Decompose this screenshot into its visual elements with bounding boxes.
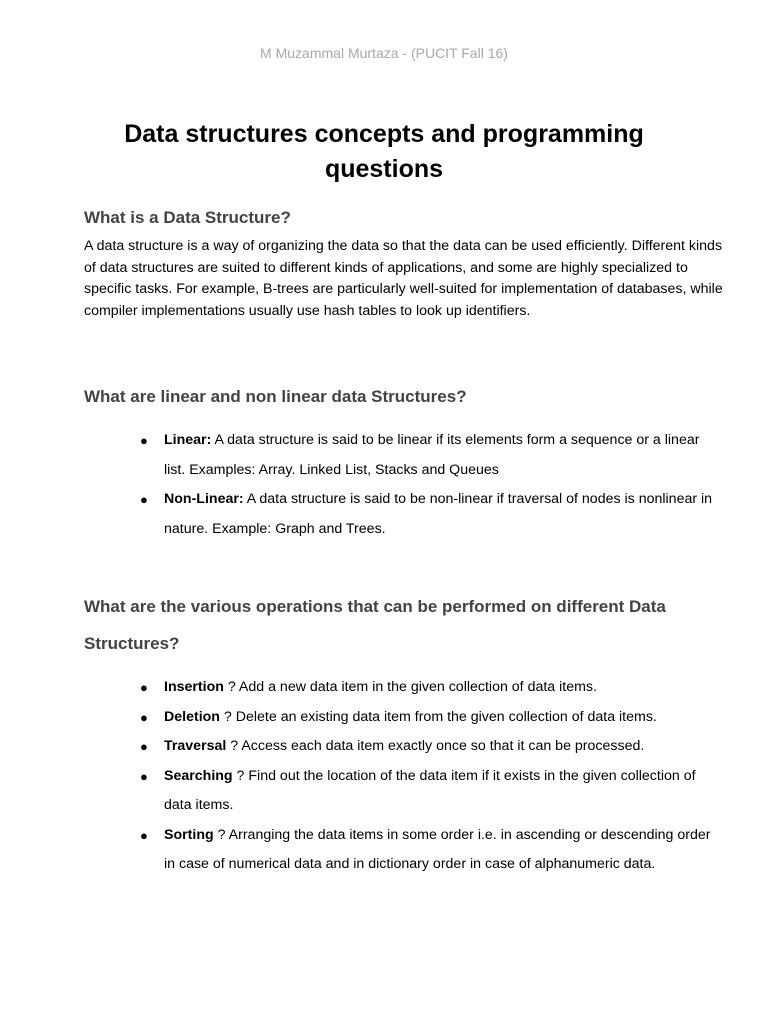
list-item-term: Sorting xyxy=(164,826,214,843)
list-item-term: Traversal xyxy=(164,738,227,754)
list-item-text: ? Delete an existing data item from the given collection of data items. xyxy=(219,708,657,725)
list-item-text: ? Access each data item exactly once so that it can be processed. xyxy=(226,738,645,754)
list-item-text: A data structure is said to be linear if its elements form a sequence or a linear list. Examples: Array. Linked List, Stacks and Queues xyxy=(164,432,700,478)
list-item xyxy=(0,703,718,733)
linear-nonlinear-list xyxy=(0,426,718,544)
bullet-icon: ● xyxy=(140,739,148,754)
bullet-icon: ● xyxy=(140,492,148,507)
list-item-term: Searching xyxy=(164,767,233,784)
bullet-icon: ● xyxy=(140,827,148,843)
section-heading-operations: What are the various operations that can be performed on different Data Structures? xyxy=(84,597,666,653)
list-item xyxy=(0,821,718,880)
section-paragraph-data-structure: A data structure is a way of organizing the data so that the data can be used efficiently. Different kinds of data structures are suited to different kinds of applications, and some are highly specialized to specific tasks. For example, B-trees are particularly well-suited for implementation of databases, while compiler implementations usually use hash tables to look up identifiers. xyxy=(84,238,723,319)
list-item-text: ? Arranging the data items in some order i.e. in ascending or descending order in case of numerical data and in dictionary order in case of alphanumeric data. xyxy=(164,826,711,872)
bullet-icon: ● xyxy=(140,433,148,448)
list-item-term: Non-Linear: xyxy=(164,491,244,507)
bullet-icon: ● xyxy=(140,768,148,784)
operations-list xyxy=(0,673,718,880)
section-heading-data-structure: What is a Data Structure? xyxy=(84,208,291,227)
list-item-term: Insertion xyxy=(164,679,224,695)
list-item-text: A data structure is said to be non-linear if traversal of nodes is nonlinear in nature. Example: Graph and Trees. xyxy=(164,491,713,537)
list-item xyxy=(0,732,718,762)
page-header: M Muzammal Murtaza - (PUCIT Fall 16) xyxy=(260,45,508,61)
list-item xyxy=(0,762,718,821)
list-item-text: ? Add a new data item in the given collection of data items. xyxy=(223,679,597,695)
list-item xyxy=(0,673,718,703)
list-item xyxy=(0,426,718,485)
section-heading-linear-nonlinear: What are linear and non linear data Structures? xyxy=(84,387,467,406)
list-item xyxy=(0,485,718,544)
list-item-term: Linear: xyxy=(164,432,212,448)
bullet-icon: ● xyxy=(140,680,148,695)
document-title: Data structures concepts and programming questions xyxy=(124,120,644,183)
list-item-text: ? Find out the location of the data item if it exists in the given collection of data items. xyxy=(164,767,696,813)
list-item-term: Deletion xyxy=(164,708,220,725)
bullet-icon: ● xyxy=(140,709,148,725)
